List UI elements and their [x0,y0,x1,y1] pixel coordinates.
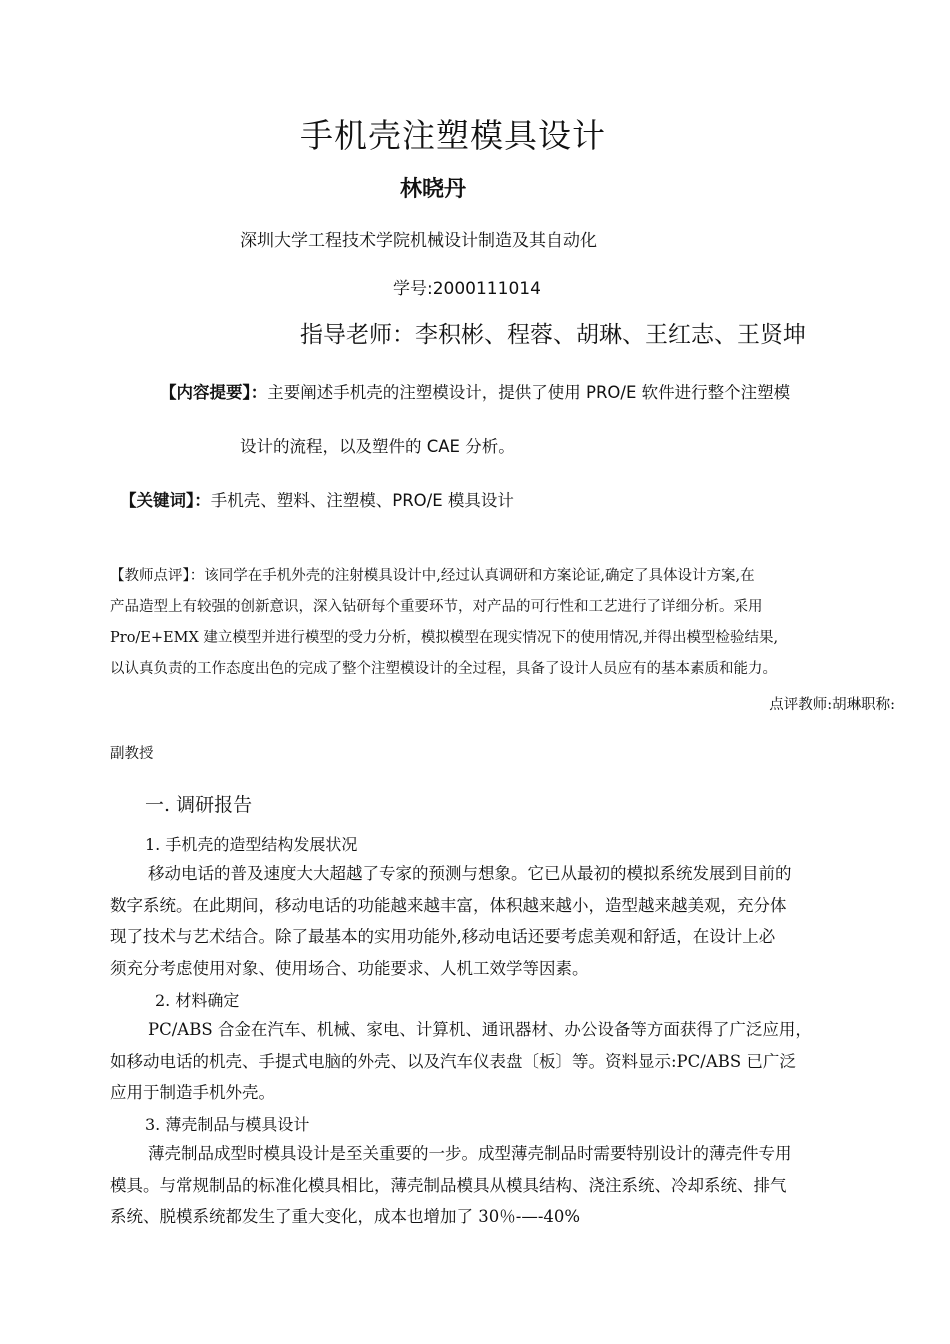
comment-reviewer: 点评教师:胡琳职称: [769,697,895,713]
subsection-heading: 1. 手机壳的造型结构发展状况 [145,835,358,854]
subsection-heading: 3. 薄壳制品与模具设计 [145,1115,310,1134]
paragraph-line: 现了技术与艺术结合。除了最基本的实用功能外,移动电话还要考虑美观和舒适，在设计上必 [110,927,776,946]
paragraph-line: 如移动电话的机壳、手提式电脑的外壳、以及汽车仪表盘〔板〕等。资料显示:PC/ABS 已广泛 [110,1051,796,1071]
abstract-label: 【内容提要】： [160,383,268,402]
paragraph-line: 系统、脱模系统都发生了重大变化，成本也增加了 30％-—-40% [110,1207,581,1226]
keywords-label: 【关键词】： [120,491,211,510]
paragraph-line: 应用于制造手机外壳。 [110,1083,275,1102]
comment-line: 以认真负责的工作态度出色的完成了整个注塑模设计的全过程，具备了设计人员应有的基本素质和能力。 [110,661,777,677]
abstract [160,379,790,403]
paragraph-line: 须充分考虑使用对象、使用场合、功能要求、人机工效学等因素。 [110,958,589,978]
advisors: 指导老师：李积彬、程蓉、胡琳、王红志、王贤坤 [300,322,806,348]
comment-line: 【教师点评】：该同学在手机外壳的注射模具设计中,经过认真调研和方案论证,确定了具体设计方案,在 [110,568,755,584]
section-heading: 一. 调研报告 [145,794,253,816]
paper-title: 手机壳注塑模具设计 [300,116,606,155]
student-id: 学号:2000111014 [393,279,541,299]
paragraph-line: 数字系统。在此期间，移动电话的功能越来越丰富，体积越来越小，造型越来越美观，充分体 [110,895,787,915]
abstract-line-1: 主要阐述手机壳的注塑模设计，提供了使用 PRO/E 软件进行整个注塑模 [267,383,791,402]
abstract-line-2: 设计的流程，以及塑件的 CAE 分析。 [240,437,515,456]
subsection-heading: 2. 材料确定 [155,991,240,1010]
author-name: 林晓丹 [400,177,467,202]
reviewer-rank: 副教授 [110,746,154,762]
comment-line: 产品造型上有较强的创新意识，深入钻研每个重要环节，对产品的可行性和工艺进行了详细分析。采用 [110,599,763,615]
school-affiliation: 深圳大学工程技术学院机械设计制造及其自动化 [240,231,597,251]
paragraph-line: 薄壳制品成型时模具设计是至关重要的一步。成型薄壳制品时需要特别设计的薄壳件专用 [148,1144,792,1163]
paragraph-line: 模具。与常规制品的标准化模具相比，薄壳制品模具从模具结构、浇注系统、冷却系统、排气 [110,1175,787,1195]
comment-line: Pro/E+EMX 建立模型并进行模型的受力分析，模拟模型在现实情况下的使用情况,并得出模型检验结果, [110,630,779,646]
paragraph [110,1014,910,1109]
teacher-comment [110,561,900,685]
keywords-text: 手机壳、塑料、注塑模、PRO/E 模具设计 [210,491,514,510]
paragraph [110,1138,910,1233]
paragraph [110,858,910,984]
keywords [120,487,514,511]
paragraph-line: PC/ABS 合金在汽车、机械、家电、计算机、通讯器材、办公设备等方面获得了广泛应用， [148,1020,812,1039]
paragraph-line: 移动电话的普及速度大大超越了专家的预测与想象。它已从最初的模拟系统发展到目前的 [148,864,792,883]
